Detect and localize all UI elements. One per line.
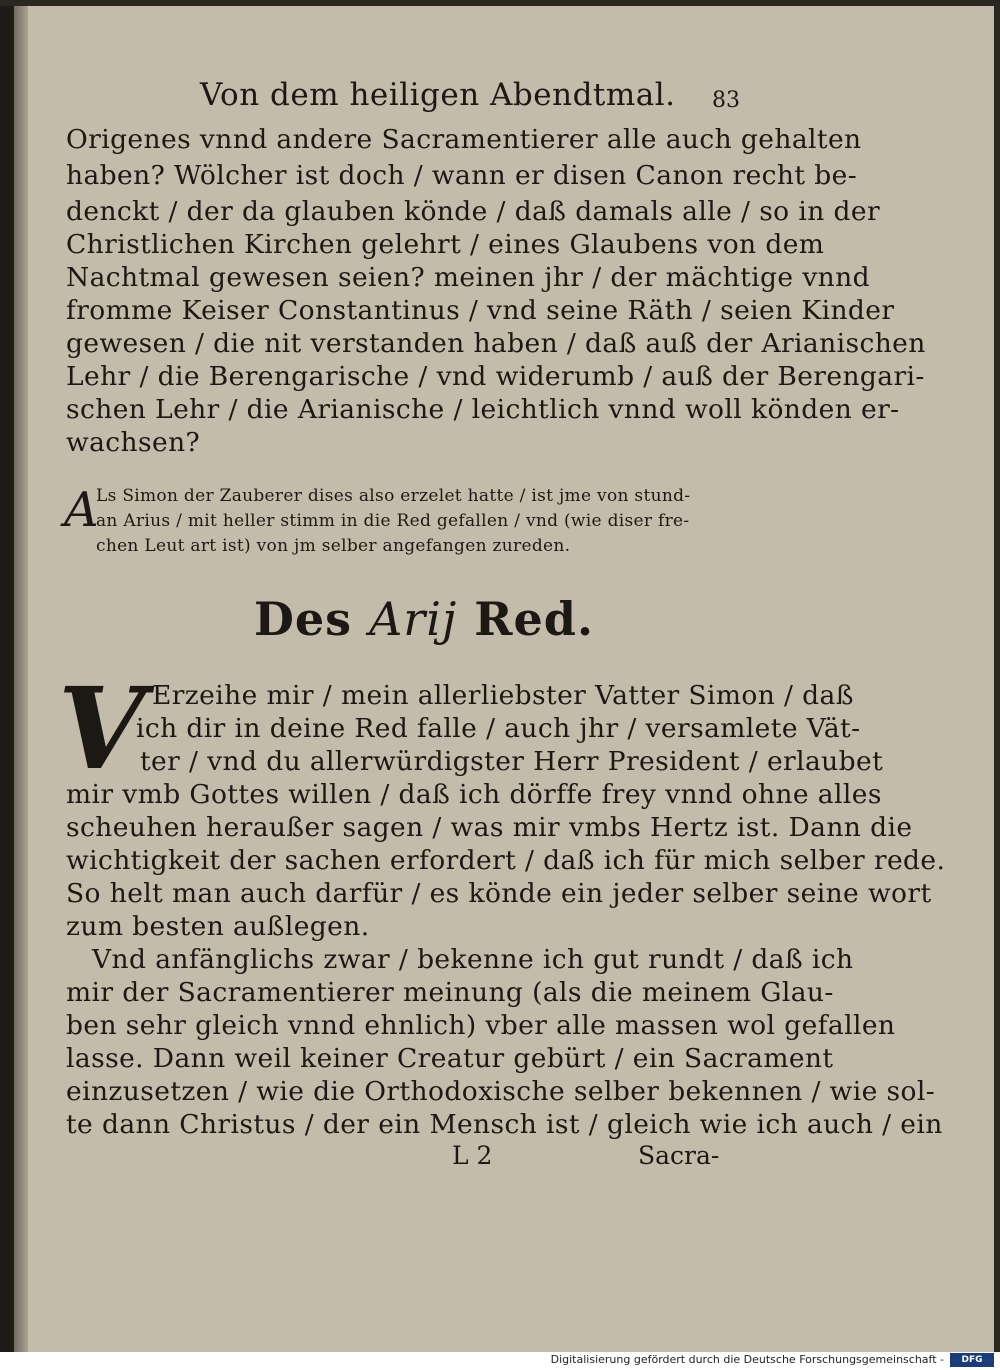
text-line: ter / vnd du allerwürdigster Herr President / erlaubet — [140, 746, 884, 777]
catchword: Sacra- — [638, 1141, 720, 1170]
text-line: Vnd anfänglichs zwar / bekenne ich gut rundt / daß ich — [92, 944, 854, 975]
text-line: wichtigkeit der sachen erfordert / daß ich für mich selber rede. — [66, 845, 946, 876]
heading-suffix: Red. — [474, 592, 594, 646]
text-line: Lehr / die Berengarische / vnd widerumb / auß der Berengari- — [66, 361, 925, 392]
text-line: lasse. Dann weil keiner Creatur gebürt / ein Sacrament — [66, 1043, 834, 1074]
text-line: wachsen? — [66, 427, 201, 458]
dfg-logo-icon: DFG — [950, 1353, 994, 1367]
text-line: einzusetzen / wie die Orthodoxische selber bekennen / wie sol- — [66, 1076, 936, 1107]
text-line: denckt / der da glauben könde / daß damals alle / so in der — [66, 196, 881, 227]
text-line: mir der Sacramentierer meinung (als die meinem Glau- — [66, 977, 834, 1008]
text-line: gewesen / die nit verstanden haben / daß auß der Arianischen — [66, 328, 926, 359]
text-line: haben? Wölcher ist doch / wann er disen Canon recht be- — [66, 160, 858, 191]
heading-name: Arij — [369, 592, 458, 646]
heading-prefix: Des — [254, 592, 353, 646]
text-line: Christlichen Kirchen gelehrt / eines Glaubens von dem — [66, 229, 825, 260]
right-edge — [994, 0, 1000, 1352]
summary-line: chen Leut art ist) von jm selber angefangen zureden. — [96, 536, 571, 556]
text-line: scheuhen heraußer sagen / was mir vmbs Hertz ist. Dann die — [66, 812, 913, 843]
page-number: 83 — [712, 88, 740, 113]
drop-capital: V — [58, 664, 145, 795]
binding-edge — [0, 0, 14, 1352]
summary-line: an Arius / mit heller stimm in die Red gefallen / vnd (wie diser fre- — [96, 511, 690, 531]
text-line: Nachtmal gewesen seien? meinen jhr / der mächtige vnnd — [66, 262, 870, 293]
text-line: Origenes vnnd andere Sacramentierer alle auch gehalten — [66, 124, 862, 155]
text-line: fromme Keiser Constantinus / vnd seine Räth / seien Kinder — [66, 295, 895, 326]
text-line: So helt man auch darfür / es könde ein jeder selber seine wort — [66, 878, 932, 909]
text-line: ich dir in deine Red falle / auch jhr / versamlete Vät- — [136, 713, 861, 744]
text-line: te dann Christus / der ein Mensch ist / gleich wie ich auch / ein — [66, 1109, 943, 1140]
text-line: ben sehr gleich vnnd ehnlich) vber alle massen wol gefallen — [66, 1010, 896, 1041]
text-line: schen Lehr / die Arianische / leichtlich vnnd woll könden er- — [66, 394, 900, 425]
summary-line: Ls Simon der Zauberer dises also erzelet hatte / ist jme von stund- — [96, 486, 691, 506]
signature-mark: L 2 — [452, 1141, 493, 1170]
section-heading — [254, 592, 594, 646]
text-line: mir vmb Gottes willen / daß ich dörffe frey vnnd ohne alles — [66, 779, 882, 810]
running-title: Von dem heiligen Abendtmal. — [200, 77, 676, 113]
text-line: zum besten außlegen. — [66, 911, 370, 942]
funding-note: Digitalisierung gefördert durch die Deutsche Forschungsgemeinschaft - — [550, 1353, 944, 1366]
summary-initial: A — [64, 482, 99, 538]
text-line: Erzeihe mir / mein allerliebster Vatter Simon / daß — [152, 680, 854, 711]
